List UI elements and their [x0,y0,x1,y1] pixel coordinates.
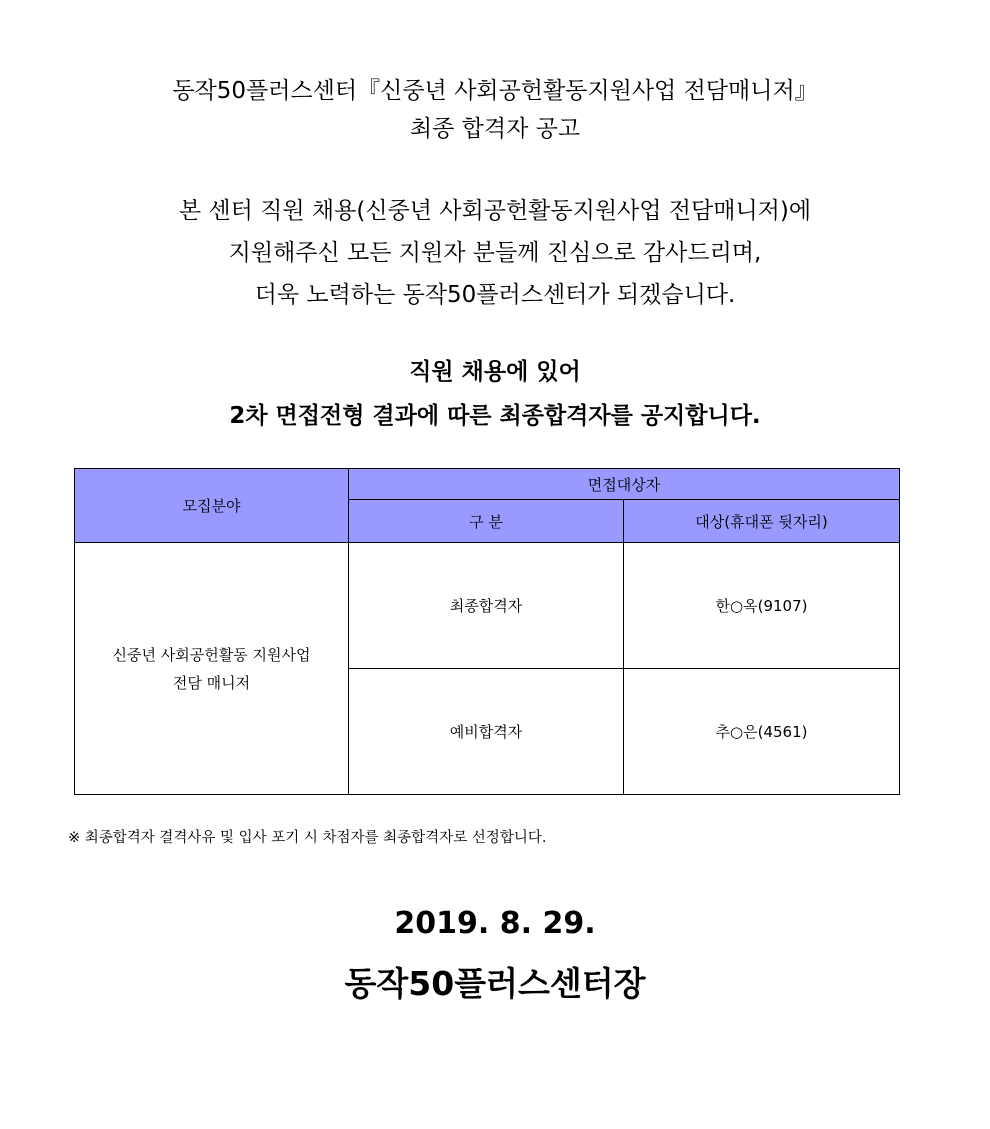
intro-paragraph [0,190,990,316]
header-interviewee-group: 면접대상자 [349,469,900,500]
announcement-title [0,72,990,148]
category-cell: 최종합격자 [349,543,624,669]
recruit-field-line-2: 전담 매니저 [172,673,251,692]
notice-heading [0,350,990,438]
announcement-date: 2019. 8. 29. [394,906,596,941]
table-row [75,543,900,669]
notice-line-1: 직원 채용에 있어 [409,359,581,385]
intro-line-3: 더욱 노력하는 동작50플러스센터가 되겠습니다. [254,282,736,308]
notice-line-2: 2차 면접전형 결과에 따른 최종합격자를 공지합니다. [229,403,761,429]
title-line-2: 최종 합격자 공고 [409,116,581,142]
result-table [74,468,900,795]
header-category: 구 분 [349,500,624,543]
table-header-row [75,469,900,500]
header-target: 대상(휴대폰 뒷자리) [624,500,900,543]
footnote: ※ 최종합격자 결격사유 및 입사 포기 시 차점자를 최종합격자로 선정합니다. [68,830,547,846]
signer: 동작50플러스센터장 [344,964,646,1003]
target-cell: 추○은(4561) [624,669,900,795]
title-line-1: 동작50플러스센터『신중년 사회공헌활동지원사업 전담매니저』 [172,78,818,104]
category-cell: 예비합격자 [349,669,624,795]
intro-line-1: 본 센터 직원 채용(신중년 사회공헌활동지원사업 전담매니저)에 [178,198,812,224]
intro-line-2: 지원해주신 모든 지원자 분들께 진심으로 감사드리며, [228,240,762,266]
header-recruit-field: 모집분야 [75,469,349,543]
recruit-field-cell [75,543,349,795]
recruit-field-line-1: 신중년 사회공헌활동 지원사업 [112,645,311,664]
target-cell: 한○옥(9107) [624,543,900,669]
